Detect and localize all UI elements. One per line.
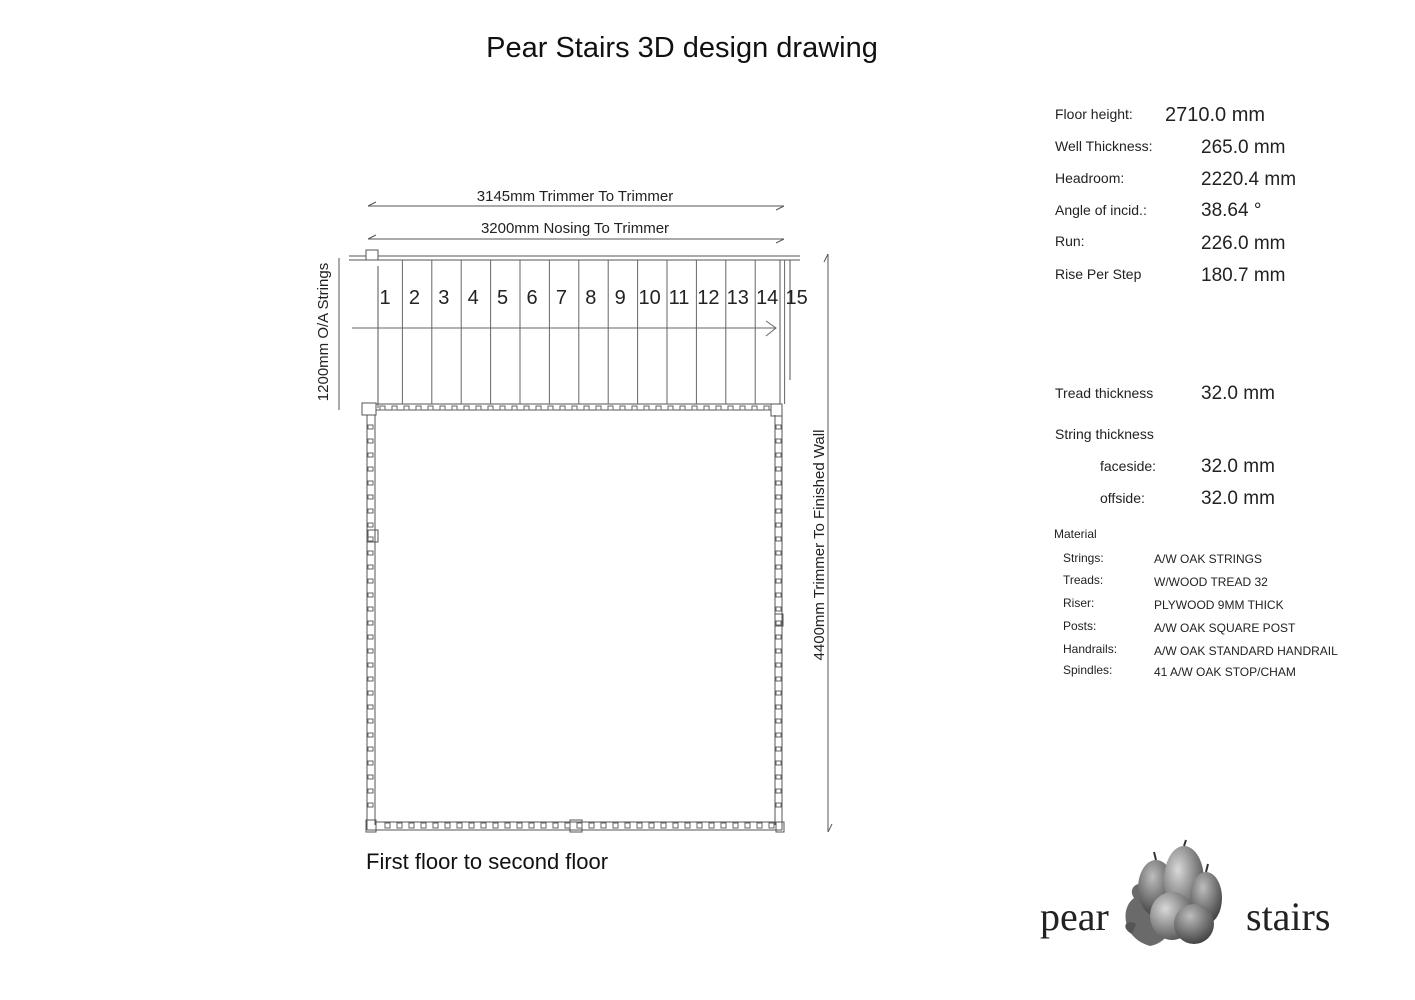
spindle-mark: [493, 823, 498, 828]
spindle-mark: [368, 481, 373, 485]
spindle-mark: [776, 425, 781, 429]
spindle-mark: [572, 406, 577, 410]
spindle-mark: [541, 823, 546, 828]
well-thickness-label: Well Thickness:: [1055, 138, 1153, 154]
angle-value: 38.64 °: [1201, 200, 1262, 221]
spindle-mark: [704, 406, 709, 410]
step-number: 13: [726, 287, 749, 309]
spindle-mark: [656, 406, 661, 410]
spindle-mark: [500, 406, 505, 410]
rise-value: 180.7 mm: [1201, 265, 1286, 286]
spindle-mark: [673, 823, 678, 828]
spindle-mark: [368, 453, 373, 457]
spindle-mark: [392, 406, 397, 410]
spindle-mark: [596, 406, 601, 410]
spindle-mark: [661, 823, 666, 828]
spindle-mark: [368, 761, 373, 765]
newel-posts: [362, 250, 784, 832]
rise-label: Rise Per Step: [1055, 266, 1142, 282]
spindle-mark: [776, 789, 781, 793]
spindle-mark: [776, 439, 781, 443]
spindle-mark: [709, 823, 714, 828]
offside-label: offside:: [1100, 490, 1145, 506]
spindle-mark: [637, 823, 642, 828]
spindle-mark: [776, 537, 781, 541]
floor-height-value: 2710.0 mm: [1165, 104, 1266, 126]
step-number: 15: [785, 287, 808, 309]
material-item-label: Spindles:: [1063, 663, 1113, 677]
spindle-mark: [776, 607, 781, 611]
step-number: 3: [438, 287, 450, 309]
step-number: 4: [467, 287, 479, 309]
spindle-mark: [368, 467, 373, 471]
faceside-label: faceside:: [1100, 458, 1157, 474]
spindle-mark: [428, 406, 433, 410]
spindle-mark: [368, 509, 373, 513]
spindle-mark: [776, 523, 781, 527]
spindle-mark: [445, 823, 450, 828]
material-item-value: A/W OAK STRINGS: [1154, 552, 1263, 566]
step-numbers: [379, 287, 807, 309]
spindle-mark: [368, 705, 373, 709]
riser-lines: [402, 260, 784, 404]
floor-height-label: Floor height:: [1055, 106, 1133, 122]
pear-fruit-icon: [1112, 838, 1240, 948]
step-number: 7: [555, 287, 567, 309]
step-number: 12: [697, 287, 720, 309]
spindle-mark: [649, 823, 654, 828]
spindle-mark: [368, 425, 373, 429]
tread-thickness-value: 32.0 mm: [1201, 383, 1275, 404]
spindle-mark: [397, 823, 402, 828]
dimension-label-trimmer-to-wall: 4400mm Trimmer To Finished Wall: [811, 429, 828, 661]
spindle-mark: [368, 523, 373, 527]
spindle-mark: [368, 537, 373, 541]
spindle-mark: [740, 406, 745, 410]
spindle-mark: [776, 453, 781, 457]
spindle-mark: [529, 823, 534, 828]
spindle-mark: [368, 789, 373, 793]
spindle-mark: [601, 823, 606, 828]
spindle-mark: [776, 509, 781, 513]
material-item-value: PLYWOOD 9MM THICK: [1154, 598, 1284, 612]
material-item-value: A/W OAK SQUARE POST: [1154, 621, 1296, 635]
material-item-value: W/WOOD TREAD 32: [1154, 575, 1268, 589]
spindle-mark: [440, 406, 445, 410]
spindle-mark: [404, 406, 409, 410]
spindle-mark: [457, 823, 462, 828]
run-value: 226.0 mm: [1201, 233, 1286, 254]
spindle-mark: [368, 719, 373, 723]
logo-word-pear: pear: [1040, 894, 1109, 939]
spindle-mark: [668, 406, 673, 410]
spindle-mark: [452, 406, 457, 410]
spindle-mark: [409, 823, 414, 828]
spindle-mark: [548, 406, 553, 410]
step-number: 14: [756, 287, 779, 309]
spindle-mark: [469, 823, 474, 828]
spindle-mark: [613, 823, 618, 828]
spindle-mark: [560, 406, 565, 410]
material-item-value: 41 A/W OAK STOP/CHAM: [1154, 665, 1296, 679]
page-title: Pear Stairs 3D design drawing: [486, 32, 878, 64]
dimension-label-oa-strings: 1200mm O/A Strings: [315, 262, 332, 402]
tread-thickness-label: Tread thickness: [1055, 385, 1154, 401]
spindle-mark: [776, 677, 781, 681]
step-number: 10: [638, 287, 661, 309]
material-item-value: A/W OAK STANDARD HANDRAIL: [1154, 644, 1338, 658]
spindle-mark: [385, 823, 390, 828]
faceside-value: 32.0 mm: [1201, 456, 1275, 477]
spindle-mark: [692, 406, 697, 410]
spindle-mark: [745, 823, 750, 828]
spindle-mark: [776, 551, 781, 555]
spindle-mark: [752, 406, 757, 410]
spindle-mark: [776, 635, 781, 639]
spindle-mark: [368, 747, 373, 751]
landing-balustrade: [367, 415, 782, 830]
material-item-label: Strings:: [1063, 551, 1104, 565]
spindle-mark: [776, 467, 781, 471]
spindle-mark: [776, 747, 781, 751]
spindle-mark: [776, 775, 781, 779]
headroom-label: Headroom:: [1055, 170, 1125, 186]
spindle-mark: [685, 823, 690, 828]
spindle-mark: [776, 481, 781, 485]
material-item-label: Treads:: [1063, 573, 1104, 587]
angle-label: Angle of incid.:: [1055, 202, 1147, 218]
material-heading: Material: [1054, 527, 1097, 541]
spindle-mark: [644, 406, 649, 410]
spindle-mark: [368, 607, 373, 611]
spindle-mark: [776, 621, 781, 625]
spindle-mark: [368, 803, 373, 807]
spindle-mark: [380, 406, 385, 410]
spindle-mark: [368, 775, 373, 779]
step-number: 11: [668, 287, 690, 309]
spindle-mark: [589, 823, 594, 828]
spindle-mark: [481, 823, 486, 828]
spindle-mark: [433, 823, 438, 828]
spindle-mark: [776, 663, 781, 667]
spindle-mark: [716, 406, 721, 410]
spindle-mark: [368, 621, 373, 625]
stair-flight: [349, 256, 800, 410]
spindle-mark: [625, 823, 630, 828]
spindle-mark: [776, 803, 781, 807]
spindle-mark: [505, 823, 510, 828]
spindle-mark: [368, 579, 373, 583]
spindle-mark: [368, 593, 373, 597]
material-item-label: Posts:: [1063, 619, 1097, 633]
spindle-mark: [553, 823, 558, 828]
spindle-mark: [476, 406, 481, 410]
spindle-mark: [584, 406, 589, 410]
step-number: 9: [614, 287, 626, 309]
spindle-mark: [776, 593, 781, 597]
spindle-mark: [680, 406, 685, 410]
spindle-mark: [368, 733, 373, 737]
step-number: 6: [526, 287, 538, 309]
spindle-mark: [757, 823, 762, 828]
spindle-mark: [421, 823, 426, 828]
material-item-label: Riser:: [1063, 596, 1095, 610]
spindle-mark: [536, 406, 541, 410]
spindle-mark: [368, 649, 373, 653]
spindle-mark: [416, 406, 421, 410]
spindle-mark: [512, 406, 517, 410]
spindle-mark: [368, 663, 373, 667]
spindle-mark: [368, 495, 373, 499]
spindle-mark: [769, 823, 774, 828]
dimension-label-nosing: 3200mm Nosing To Trimmer: [480, 220, 670, 237]
step-number: 2: [408, 287, 420, 309]
spindle-mark: [776, 705, 781, 709]
spindle-mark: [776, 733, 781, 737]
spindle-mark: [721, 823, 726, 828]
spindle-mark: [368, 691, 373, 695]
drawing-subtitle: First floor to second floor: [366, 849, 609, 874]
spindle-mark: [464, 406, 469, 410]
run-label: Run:: [1055, 233, 1085, 249]
spindle-mark: [632, 406, 637, 410]
spindle-mark: [368, 551, 373, 555]
spindle-mark: [368, 635, 373, 639]
offside-value: 32.0 mm: [1201, 488, 1275, 509]
spindle-mark: [776, 691, 781, 695]
direction-arrow: [352, 321, 776, 336]
spindle-mark: [565, 823, 570, 828]
spindle-mark: [368, 439, 373, 443]
well-thickness-value: 265.0 mm: [1201, 137, 1286, 158]
spindle-mark: [488, 406, 493, 410]
spindle-marks: [368, 406, 781, 828]
spindle-mark: [776, 761, 781, 765]
spindle-mark: [776, 649, 781, 653]
spindle-mark: [776, 719, 781, 723]
spindle-mark: [776, 495, 781, 499]
spindle-mark: [577, 823, 582, 828]
material-item-label: Handrails:: [1063, 642, 1118, 656]
spindle-mark: [368, 565, 373, 569]
step-number: 8: [585, 287, 597, 309]
string-thickness-label: String thickness: [1055, 426, 1154, 442]
spindle-mark: [764, 406, 769, 410]
step-number: 1: [379, 287, 391, 309]
dimension-label-trimmer: 3145mm Trimmer To Trimmer: [476, 188, 674, 205]
spindle-mark: [517, 823, 522, 828]
spindle-mark: [733, 823, 738, 828]
step-number: 5: [497, 287, 509, 309]
headroom-value: 2220.4 mm: [1201, 169, 1297, 190]
spindle-mark: [608, 406, 613, 410]
spindle-mark: [524, 406, 529, 410]
spindle-mark: [776, 579, 781, 583]
spindle-mark: [620, 406, 625, 410]
spindle-mark: [728, 406, 733, 410]
spindle-mark: [776, 565, 781, 569]
spindle-mark: [368, 677, 373, 681]
spindle-mark: [697, 823, 702, 828]
logo-word-stairs: stairs: [1246, 894, 1331, 939]
